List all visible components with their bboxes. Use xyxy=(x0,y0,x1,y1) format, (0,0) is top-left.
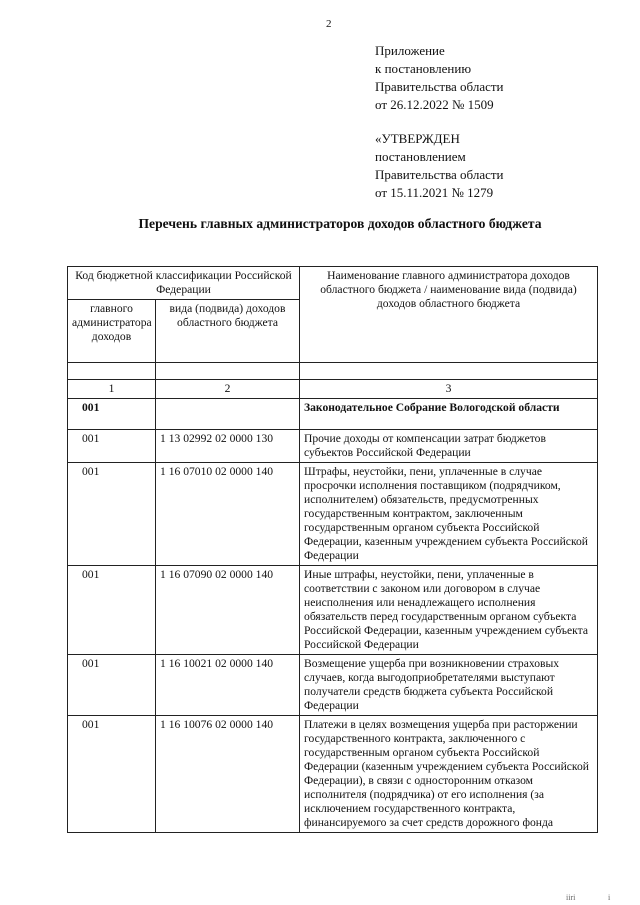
table-row xyxy=(68,399,598,430)
approved-block xyxy=(375,130,504,202)
document-title: Перечень главных администраторов доходов областного бюджета xyxy=(138,216,542,231)
table-row xyxy=(68,655,598,716)
header-name: Наименование главного администратора доходов областного бюджета / наименование вида (подвида) доходов областного бюджета xyxy=(300,267,598,363)
admin-code: 001 xyxy=(68,399,156,430)
kbk-code: 1 16 10076 02 0000 140 xyxy=(156,716,300,833)
header-admin: главного администратора доходов xyxy=(68,300,156,363)
revenue-name: Иные штрафы, неустойки, пени, уплаченные в соответствии с законом или договором в случае неисполнения или ненадлежащего исполнения обязательств перед государственным органом субъекта Российской Федерации, казенным учреждением субъекта Российской Федерации xyxy=(300,566,598,655)
approved-line: постановлением xyxy=(375,149,466,164)
appendix-line: от 26.12.2022 № 1509 xyxy=(375,97,494,112)
kbk-code: 1 16 10021 02 0000 140 xyxy=(156,655,300,716)
admin-code: 001 xyxy=(68,655,156,716)
column-number: 2 xyxy=(156,380,300,399)
kbk-code: 1 13 02992 02 0000 130 xyxy=(156,430,300,463)
approved-line: от 15.11.2021 № 1279 xyxy=(375,185,494,200)
revenue-name: Прочие доходы от компенсации затрат бюджетов субъектов Российской Федерации xyxy=(300,430,598,463)
footer-mark: i xyxy=(608,893,611,902)
page-number: 2 xyxy=(326,18,332,30)
admin-code: 001 xyxy=(68,716,156,833)
header-code-group: Код бюджетной классификации Российской Федерации xyxy=(68,267,300,300)
revenue-name: Платежи в целях возмещения ущерба при расторжении государственного контракта, заключенного с государственным органом субъекта Российской Федерации (казенным учреждением субъекта Российской Федерации), в связи с односторонним отказом исполнителя (подрядчика) от его исполнения (за исключением государственного контракта, финансируемого за счет средств дорожного фонда xyxy=(300,716,598,833)
column-number-row xyxy=(68,380,598,399)
kbk-code: 1 16 07090 02 0000 140 xyxy=(156,566,300,655)
approved-line: «УТВЕРЖДЕН xyxy=(375,131,460,146)
kbk-code xyxy=(156,399,300,430)
admin-code: 001 xyxy=(68,566,156,655)
revenue-name: Законодательное Собрание Вологодской области xyxy=(300,399,598,430)
table-row xyxy=(68,566,598,655)
appendix-line: Правительства области xyxy=(375,79,504,94)
appendix-block xyxy=(375,42,504,114)
table-row xyxy=(68,463,598,566)
column-number: 1 xyxy=(68,380,156,399)
footer-mark: iiri xyxy=(566,893,576,902)
table-gap-row xyxy=(68,363,598,380)
table-row xyxy=(68,716,598,833)
admin-code: 001 xyxy=(68,463,156,566)
revenue-name: Штрафы, неустойки, пени, уплаченные в случае просрочки исполнения поставщиком (подрядчиком, исполнителем) обязательств, предусмотренных государственным контрактом, заключенным государственным органом субъекта Российской Федерации, казенным учреждением субъекта Российской Федерации xyxy=(300,463,598,566)
admin-code: 001 xyxy=(68,430,156,463)
table-row xyxy=(68,430,598,463)
administrators-table xyxy=(67,266,598,833)
table-header-row xyxy=(68,267,598,300)
kbk-code: 1 16 07010 02 0000 140 xyxy=(156,463,300,566)
header-type: вида (подвида) доходов областного бюджета xyxy=(156,300,300,363)
revenue-name: Возмещение ущерба при возникновении страховых случаев, когда выгодоприобретателями выступают получатели средств бюджета субъекта Российской Федерации xyxy=(300,655,598,716)
appendix-line: к постановлению xyxy=(375,61,472,76)
column-number: 3 xyxy=(300,380,598,399)
approved-line: Правительства области xyxy=(375,167,504,182)
appendix-line: Приложение xyxy=(375,43,445,58)
